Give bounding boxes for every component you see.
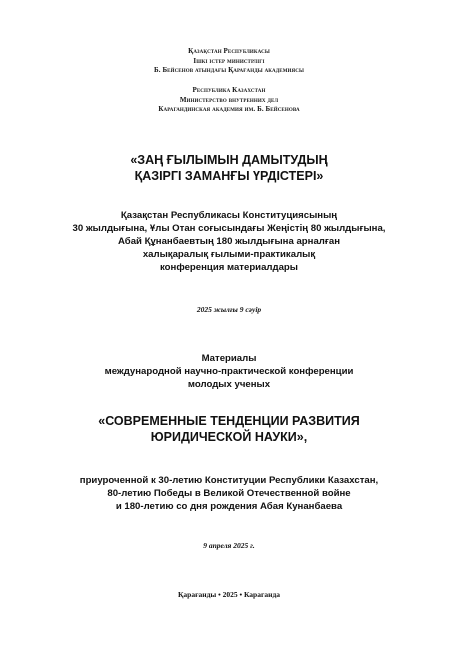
ru-country: Республика Казахстан: [192, 86, 266, 94]
ru-subtitle-line-2: 80-летию Победы в Великой Отечественной войне: [107, 488, 351, 499]
ru-title-line-2: ЮРИДИЧЕСКОЙ НАУКИ»,: [150, 430, 308, 444]
ru-academy: Карагандинская академия им. Б. Бейсенова: [158, 105, 300, 113]
ru-intro-line-1: Материалы: [201, 353, 257, 364]
footer-text: Қарағанды • 2025 • Караганда: [177, 590, 281, 599]
kz-title-line-1: «ЗАҢ ҒЫЛЫМЫН ДАМЫТУДЫҢ: [130, 153, 328, 167]
ru-institution-block: [0, 86, 458, 115]
ru-subtitle-line-1: приуроченной к 30-летию Конституции Республики Казахстан,: [79, 475, 379, 486]
kz-country: Қазақстан Республикасы: [188, 47, 270, 55]
kz-subtitle-line-3: Абай Құнанбаевтың 180 жылдығына арналған: [117, 236, 341, 247]
kz-academy: Б. Бейсенов атындағы Қарағанды академиясы: [154, 66, 304, 74]
kz-conference-date: 2025 жылғы 9 сәуір: [196, 305, 262, 314]
kz-title-line-2: ҚАЗІРГІ ЗАМАНҒЫ ҮРДІСТЕРІ»: [134, 169, 324, 183]
kz-subtitle-line-1: Қазақстан Республикасы Конституциясының: [120, 210, 338, 221]
ru-ministry: Министерство внутренних дел: [179, 95, 279, 104]
kz-subtitle-line-5: конференция материалдары: [160, 262, 298, 273]
ru-materials-intro: [0, 352, 458, 391]
ru-subtitle-line-3: и 180-летию со дня рождения Абая Кунанбаева: [115, 501, 343, 512]
ru-title-line-1: «СОВРЕМЕННЫЕ ТЕНДЕНЦИИ РАЗВИТИЯ: [98, 414, 360, 428]
kz-institution-block: [0, 47, 458, 76]
kz-subtitle-line-2: 30 жылдығына, Ұлы Отан соғысындағы Жеңістің 80 жылдығына,: [72, 223, 386, 234]
footer-city-year: [0, 590, 458, 600]
ru-intro-line-3: молодых ученых: [187, 379, 271, 390]
kz-subtitle-line-4: халықаралық ғылыми-практикалық: [142, 249, 316, 260]
kz-conference-title: [0, 152, 458, 184]
ru-conference-date: 9 апреля 2025 г.: [203, 541, 255, 550]
ru-intro-line-2: международной научно-практической конференции: [104, 366, 354, 377]
ru-conference-title: [0, 413, 458, 445]
kz-ministry: Ішкі істер министрлігі: [193, 56, 265, 65]
kz-conference-subtitle: [0, 209, 458, 274]
ru-conference-subtitle: [0, 474, 458, 513]
